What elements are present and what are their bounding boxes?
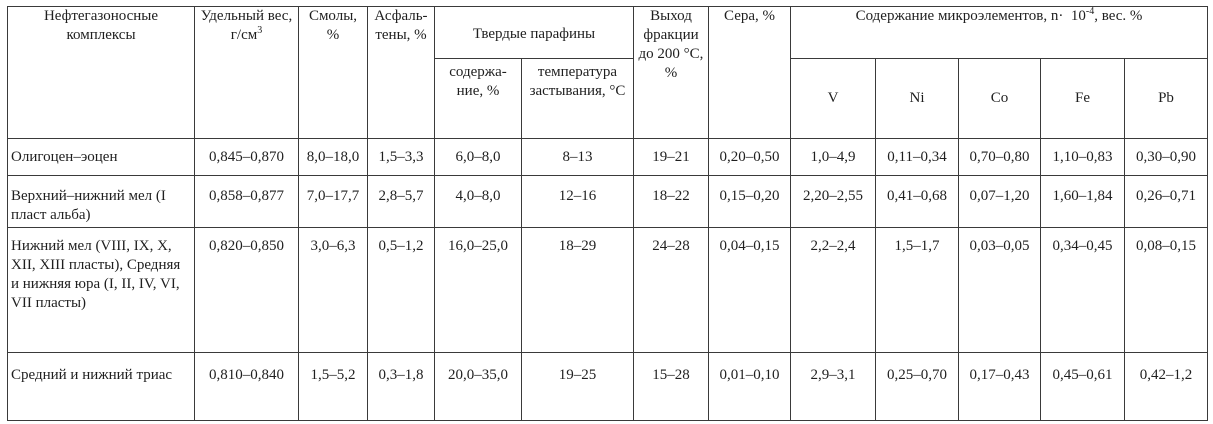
cell-resins: 8,0–18,0 <box>299 139 368 176</box>
cell-sulfur: 0,01–0,10 <box>709 353 791 421</box>
cell-pour-point: 19–25 <box>522 353 634 421</box>
cell-asphaltenes: 0,5–1,2 <box>368 228 435 353</box>
cell-fe: 1,60–1,84 <box>1041 176 1125 228</box>
header-sulfur: Сера, % <box>709 7 791 139</box>
row-name: Верхний–нижний мел (I пласт альба) <box>8 176 195 228</box>
header-element-fe: Fe <box>1041 59 1125 139</box>
cell-sulfur: 0,04–0,15 <box>709 228 791 353</box>
oil-complexes-table <box>7 6 1208 421</box>
cell-fraction-yield: 18–22 <box>634 176 709 228</box>
cell-v: 2,20–2,55 <box>791 176 876 228</box>
cell-asphaltenes: 2,8–5,7 <box>368 176 435 228</box>
header-resins: Смолы, % <box>299 7 368 139</box>
cell-co: 0,17–0,43 <box>959 353 1041 421</box>
cell-co: 0,70–0,80 <box>959 139 1041 176</box>
row-name: Нижний мел (VIII, IX, X, XII, XIII пласты), Средняя и нижняя юра (I, II, IV, VI, VII пласты) <box>8 228 195 353</box>
cell-ni: 1,5–1,7 <box>876 228 959 353</box>
cell-fe: 0,45–0,61 <box>1041 353 1125 421</box>
cell-fraction-yield: 24–28 <box>634 228 709 353</box>
cell-co: 0,07–1,20 <box>959 176 1041 228</box>
cell-v: 2,9–3,1 <box>791 353 876 421</box>
cell-pour-point: 18–29 <box>522 228 634 353</box>
cell-paraffins-content: 20,0–35,0 <box>435 353 522 421</box>
cell-paraffins-content: 6,0–8,0 <box>435 139 522 176</box>
header-trace-elements-group: Содержание микроэлементов, $n\cdot 10^{-4}$, вес. % <box>791 7 1208 59</box>
header-fraction-yield: Выход фракции до 200 °С, % <box>634 7 709 139</box>
cell-resins: 1,5–5,2 <box>299 353 368 421</box>
header-element-co: Co <box>959 59 1041 139</box>
header-paraffins-group: Твердые парафины <box>435 7 634 59</box>
header-element-ni: Ni <box>876 59 959 139</box>
cell-density: 0,858–0,877 <box>195 176 299 228</box>
cell-fe: 1,10–0,83 <box>1041 139 1125 176</box>
cell-ni: 0,11–0,34 <box>876 139 959 176</box>
row-name: Олигоцен–эоцен <box>8 139 195 176</box>
cell-ni: 0,41–0,68 <box>876 176 959 228</box>
cell-pb: 0,42–1,2 <box>1125 353 1208 421</box>
cell-fraction-yield: 19–21 <box>634 139 709 176</box>
cell-asphaltenes: 0,3–1,8 <box>368 353 435 421</box>
header-complexes: Нефтегазоносные комплексы <box>8 7 195 139</box>
cell-pour-point: 12–16 <box>522 176 634 228</box>
cell-paraffins-content: 16,0–25,0 <box>435 228 522 353</box>
cell-pour-point: 8–13 <box>522 139 634 176</box>
table-row <box>8 353 1208 421</box>
cell-sulfur: 0,15–0,20 <box>709 176 791 228</box>
cell-fe: 0,34–0,45 <box>1041 228 1125 353</box>
cell-pb: 0,26–0,71 <box>1125 176 1208 228</box>
cell-co: 0,03–0,05 <box>959 228 1041 353</box>
cell-resins: 7,0–17,7 <box>299 176 368 228</box>
row-name: Средний и нижний триас <box>8 353 195 421</box>
cell-pb: 0,08–0,15 <box>1125 228 1208 353</box>
header-asphaltenes: Асфаль-тены, % <box>368 7 435 139</box>
header-paraffins-content: содержа-ние, % <box>435 59 522 139</box>
header-element-v: V <box>791 59 876 139</box>
cell-v: 1,0–4,9 <box>791 139 876 176</box>
table-row <box>8 228 1208 353</box>
cell-density: 0,810–0,840 <box>195 353 299 421</box>
cell-resins: 3,0–6,3 <box>299 228 368 353</box>
cell-sulfur: 0,20–0,50 <box>709 139 791 176</box>
cell-density: 0,845–0,870 <box>195 139 299 176</box>
cell-ni: 0,25–0,70 <box>876 353 959 421</box>
cell-asphaltenes: 1,5–3,3 <box>368 139 435 176</box>
cell-paraffins-content: 4,0–8,0 <box>435 176 522 228</box>
table-row <box>8 176 1208 228</box>
header-element-pb: Pb <box>1125 59 1208 139</box>
cell-fraction-yield: 15–28 <box>634 353 709 421</box>
table-row <box>8 139 1208 176</box>
cell-pb: 0,30–0,90 <box>1125 139 1208 176</box>
cell-density: 0,820–0,850 <box>195 228 299 353</box>
header-density: Удельный вес, $г/см^3$ <box>195 7 299 139</box>
header-paraffins-pour-point: температура застывания, °С <box>522 59 634 139</box>
cell-v: 2,2–2,4 <box>791 228 876 353</box>
